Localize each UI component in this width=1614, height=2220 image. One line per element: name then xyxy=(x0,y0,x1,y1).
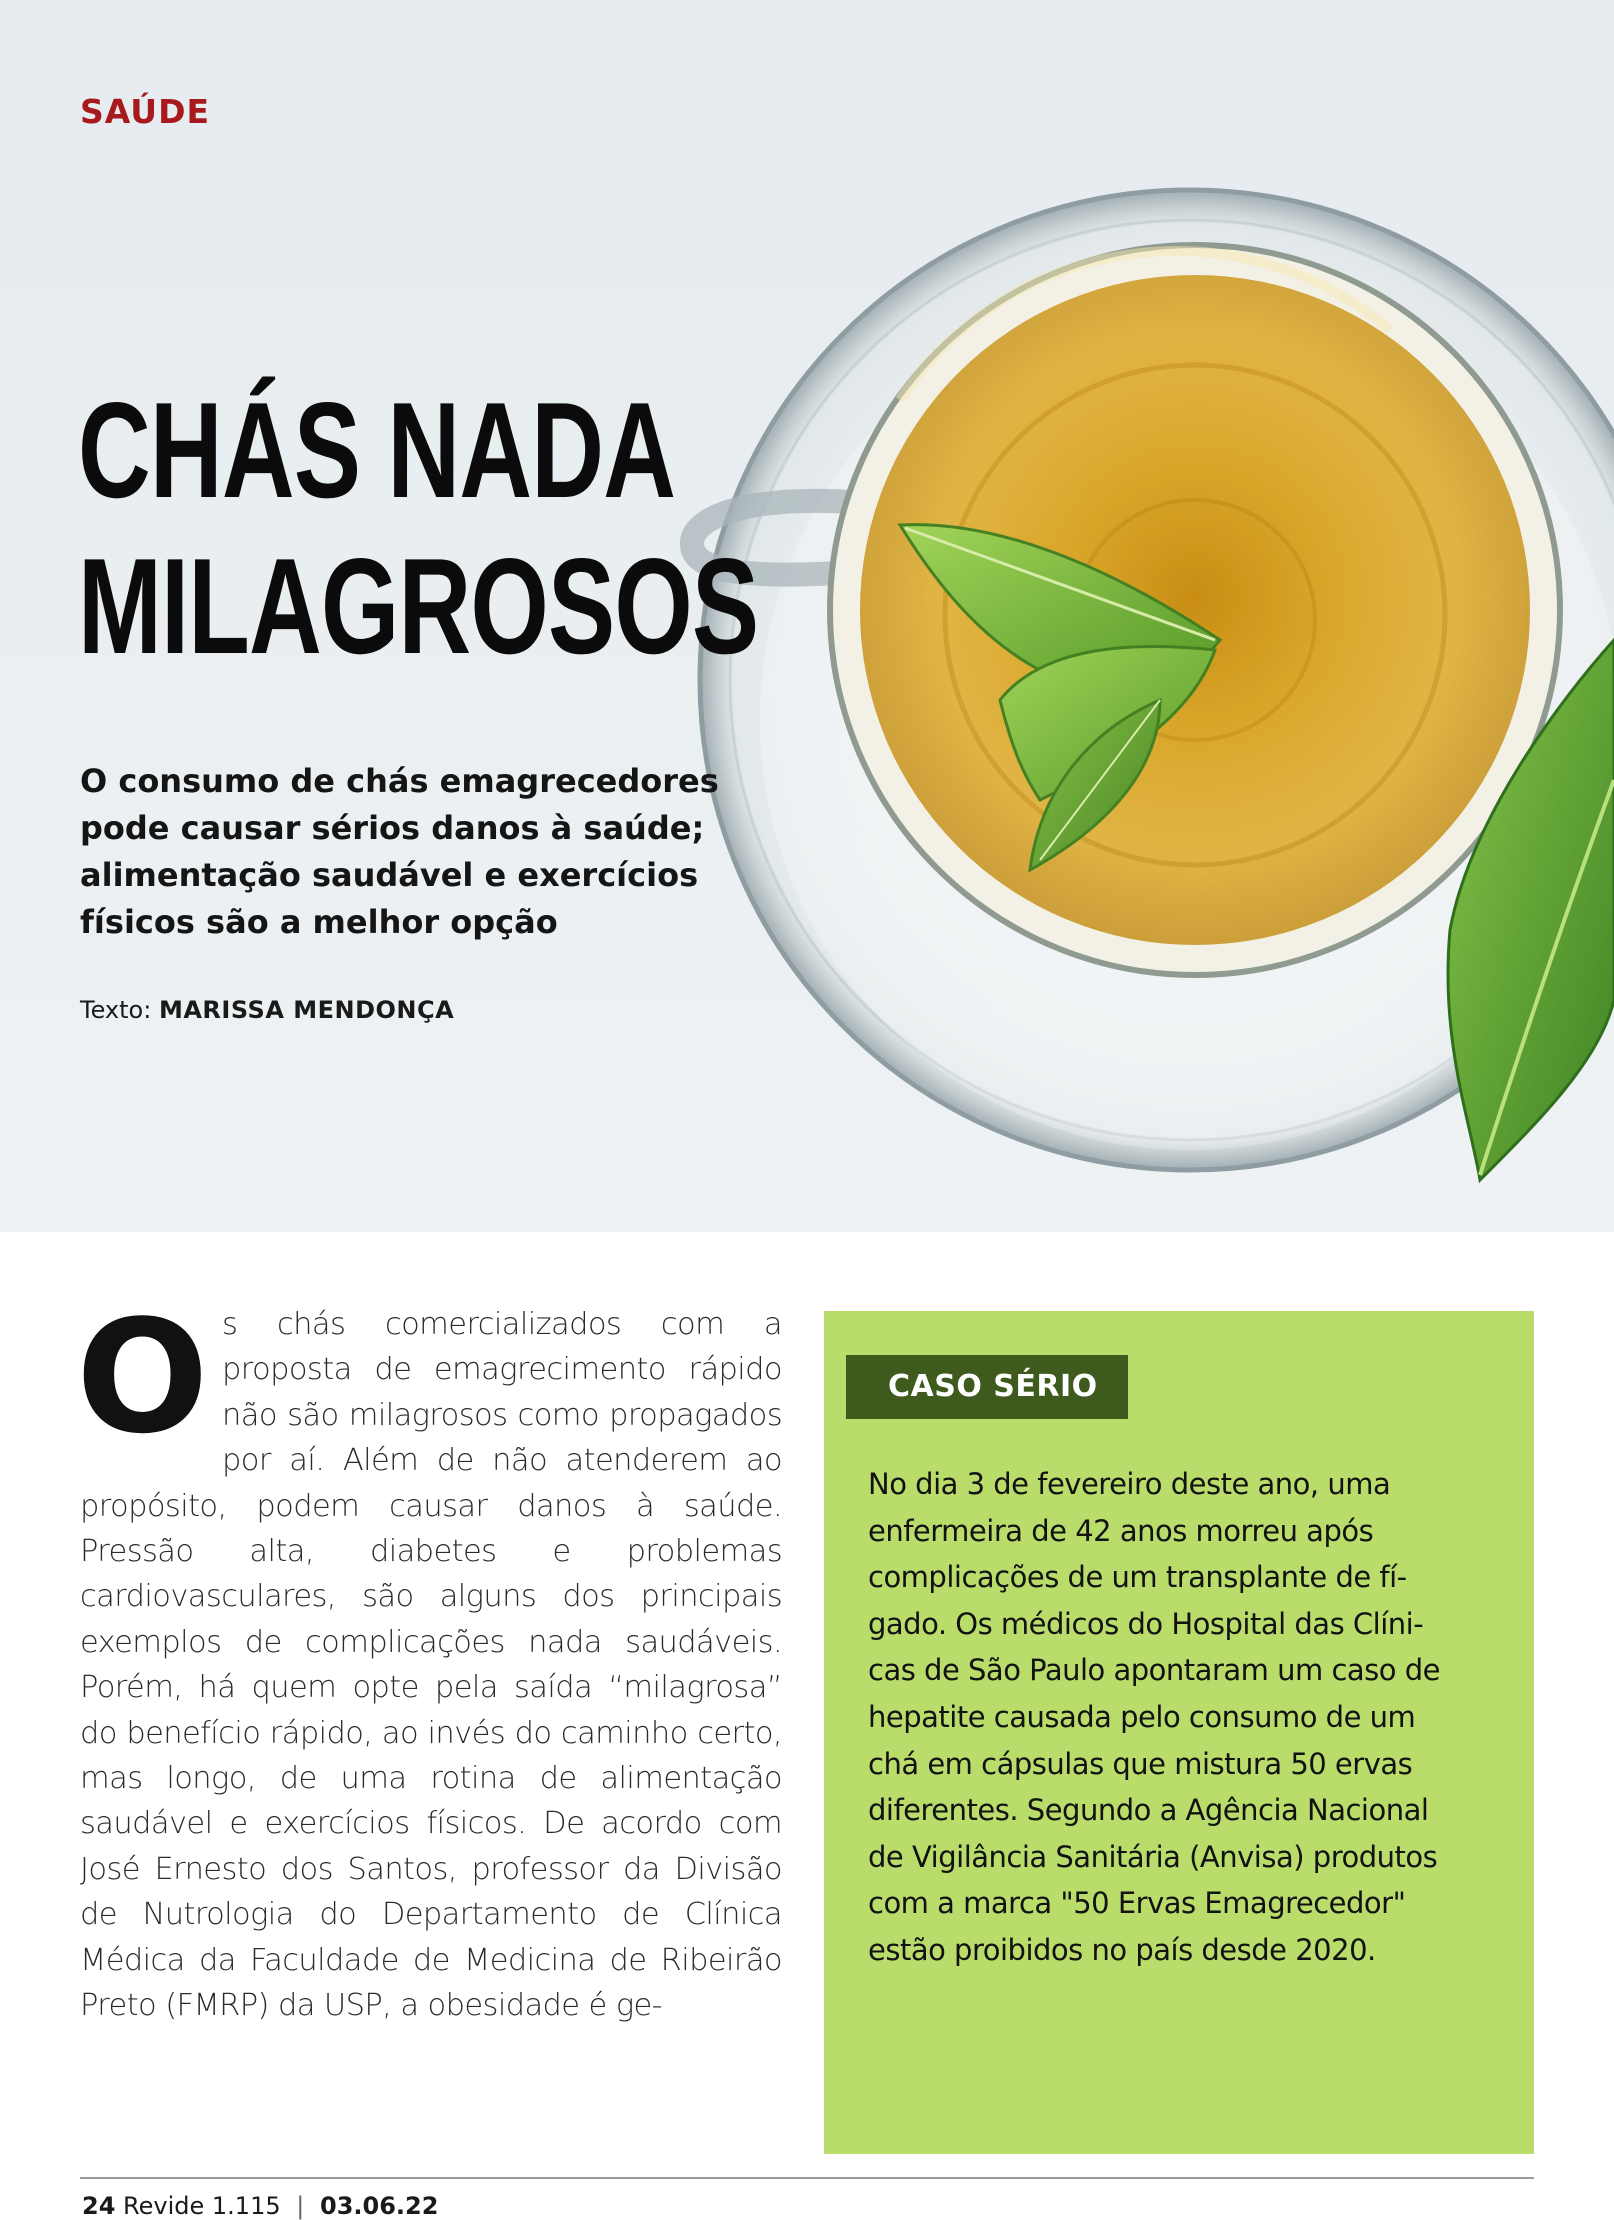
sidebar-line: No dia 3 de fevereiro deste ano, uma xyxy=(868,1467,1391,1501)
byline-author: MARISSA MENDONÇA xyxy=(158,996,455,1024)
page-footer xyxy=(82,2192,438,2220)
sidebar-line: enfermeira de 42 anos morreu após xyxy=(868,1513,1374,1548)
headline-line-1: CHÁS NADA xyxy=(78,374,676,526)
sidebar-line: complicações de um transplante de fí- xyxy=(868,1560,1407,1595)
byline xyxy=(80,996,454,1024)
sidebar-line: de Vigilância Sanitária (Anvisa) produtos xyxy=(868,1839,1438,1874)
subtitle-line-4: físicos são a melhor opção xyxy=(80,903,558,941)
issue-date: 03.06.22 xyxy=(320,2192,439,2220)
sidebar-line: cas de São Paulo apontaram um caso de xyxy=(868,1653,1440,1688)
subtitle xyxy=(80,758,720,946)
sidebar-line: estão proibidos no país desde 2020. xyxy=(868,1932,1376,1967)
subtitle-line-1: O consumo de chás emagrecedores xyxy=(80,762,719,800)
section-label: SAÚDE xyxy=(80,92,211,131)
sidebar-line: gado. Os médicos do Hospital das Clíni- xyxy=(868,1606,1424,1641)
magazine-issue: Revide 1.115 xyxy=(123,2192,281,2220)
drop-cap: O xyxy=(76,1286,209,1468)
article-text: s chás comercializados com a proposta de emagrecimento rápido não são milagrosos como propagados por aí. Além de não atenderem ao propósito, podem causar danos à saúde. Pressão alta, diabetes e problemas cardiovasculares, são alguns dos principais exemplos de complicações nada saudáveis. Porém, há quem opte pela saída “milagrosa” do benefício rápido, ao invés do caminho certo, mas longo, de uma rotina de alimentação saudável e exercícios físicos. De acordo com José Ernesto dos Santos, professor da Divisão de Nutrologia do Departamento de Clínica Médica da Faculdade de Medicina de Ribeirão Preto (FMRP) da USP, a obesidade é ge- xyxy=(80,1307,782,2024)
sidebar-line: diferentes. Segundo a Agência Nacional xyxy=(868,1793,1429,1828)
sidebar-title: CASO SÉRIO xyxy=(846,1355,1128,1419)
sidebar-box xyxy=(824,1311,1534,2154)
subtitle-line-3: alimentação saudável e exercícios xyxy=(80,856,699,894)
sidebar-line: hepatite causada pelo consumo de um xyxy=(868,1699,1416,1734)
sidebar-text xyxy=(868,1461,1508,1974)
tea-liquid xyxy=(860,275,1530,945)
sidebar-line: com a marca "50 Ervas Emagrecedor" xyxy=(868,1886,1406,1921)
byline-prefix: Texto: xyxy=(80,996,152,1024)
subtitle-line-2: pode causar sérios danos à saúde; xyxy=(80,809,705,847)
page-number: 24 xyxy=(82,2192,116,2220)
sidebar-line: chá em cápsulas que mistura 50 ervas xyxy=(868,1746,1413,1781)
page-title xyxy=(78,372,758,684)
article-body xyxy=(76,1286,782,2029)
footer-divider xyxy=(80,2177,1534,2179)
headline-line-2: MILAGROSOS xyxy=(78,530,759,682)
footer-separator: | xyxy=(296,2192,305,2220)
